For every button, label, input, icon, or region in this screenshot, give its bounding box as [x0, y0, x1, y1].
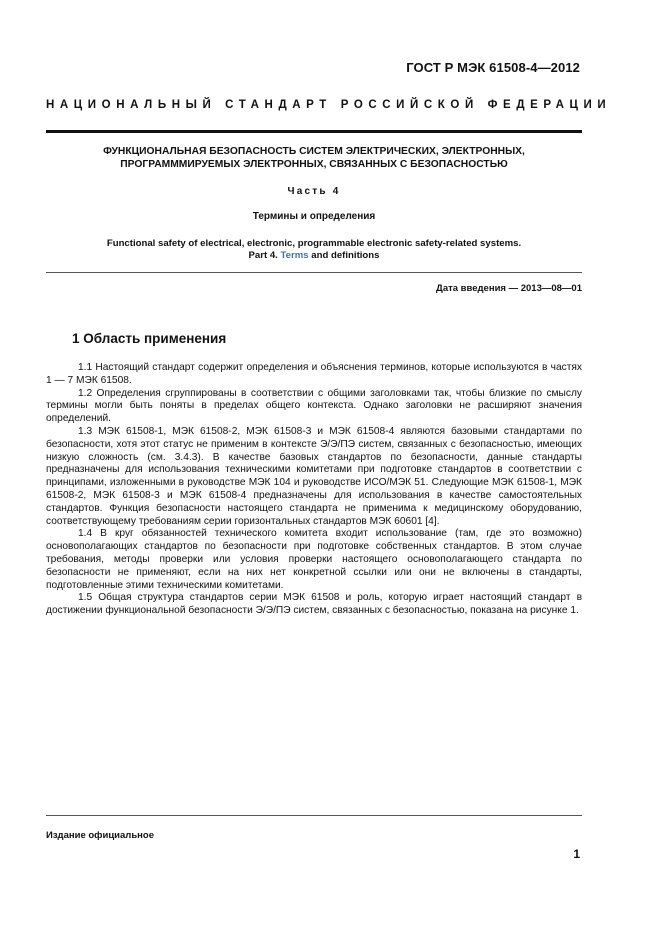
- page-number: 1: [573, 847, 580, 861]
- title-en-part: Part 4.: [248, 250, 281, 261]
- footer-divider: [46, 815, 582, 816]
- part-label: Часть 4: [287, 186, 341, 197]
- introduction-date: Дата введения — 2013—08—01: [436, 283, 582, 294]
- paragraph-1-2: 1.2 Определения сгруппированы в соответствии с общими заголовками так, чтобы близкие по смыслу термины могли быть поняты в пределах общего контекста. Однако заголовки не расширяют значения определений.: [46, 387, 582, 425]
- national-standard-banner: НАЦИОНАЛЬНЫЙ СТАНДАРТ РОССИЙСКОЙ ФЕДЕРАЦИИ: [46, 99, 612, 111]
- edition-label: Издание официальное: [46, 830, 154, 841]
- document-title-ru: [46, 145, 582, 171]
- title-en-rest: and definitions: [308, 250, 380, 261]
- title-en-line-2: [46, 250, 582, 262]
- paragraph-1-3: 1.3 МЭК 61508-1, МЭК 61508-2, МЭК 61508-3 и МЭК 61508-4 являются базовыми стандартами по безопасности, хотя этот статус не применим в контексте Э/Э/ПЭ систем, связанных с безопасностью, имеющих низкую сложность (см. 3.4.3). В качестве базовых стандартов по безопасности, данные стандарты предназначены для использования техническими комитетами при подготовке стандартов в соответствии с принципами, изложенными в руководстве МЭК 104 и руководстве ИСО/МЭК 51. Следующие МЭК 61508-1, МЭК 61508-2, МЭК 61508-3 и МЭК 61508-4 предназначены для использования в качестве самостоятельных стандартов. Функция безопасности настоящего стандарта не применима к медицинскому оборудованию, соответствующему требованиям серии горизонтальных стандартов МЭК 60601 [4].: [46, 425, 582, 527]
- section-body: [46, 362, 582, 618]
- document-subtitle: Термины и определения: [252, 211, 376, 222]
- document-title-en: [46, 238, 582, 262]
- standard-code: ГОСТ Р МЭК 61508-4—2012: [406, 60, 580, 75]
- paragraph-1-5: 1.5 Общая структура стандартов серии МЭК 61508 и роль, которую играет настоящий стандарт в достижении функциональной безопасности Э/Э/ПЭ систем, связанных с безопасностью, показана на рисунке 1.: [46, 592, 582, 617]
- paragraph-1-4: 1.4 В круг обязанностей технического комитета входит использование (там, где это возможно) основополагающих стандартов по безопасности при подготовке собственных стандартов. В этом случае требования, методы проверки или условия проверки настоящего основополагающего стандарта по безопасности не применяют, если на них нет конкретной ссылки или они не включены в стандарты, подготовленные этими техническими комитетами.: [46, 528, 582, 591]
- paragraph-1-1: 1.1 Настоящий стандарт содержит определения и объяснения терминов, которые используются в частях 1 — 7 МЭК 61508.: [46, 362, 582, 386]
- title-en-terms-highlight: Terms: [280, 250, 309, 261]
- title-divider: [46, 272, 582, 273]
- header-divider: [46, 130, 582, 133]
- title-en-line-1: Functional safety of electrical, electronic, programmable electronic safety-related systems.: [106, 238, 522, 249]
- title-ru-line-2: ПРОГРАМММИРУЕМЫХ ЭЛЕКТРОННЫХ, СВЯЗАННЫХ С БЕЗОПАСНОСТЬЮ: [120, 159, 508, 170]
- section-heading: 1 Область применения: [72, 331, 227, 346]
- title-ru-line-1: ФУНКЦИОНАЛЬНАЯ БЕЗОПАСНОСТЬ СИСТЕМ ЭЛЕКТРИЧЕСКИХ, ЭЛЕКТРОННЫХ,: [103, 146, 525, 157]
